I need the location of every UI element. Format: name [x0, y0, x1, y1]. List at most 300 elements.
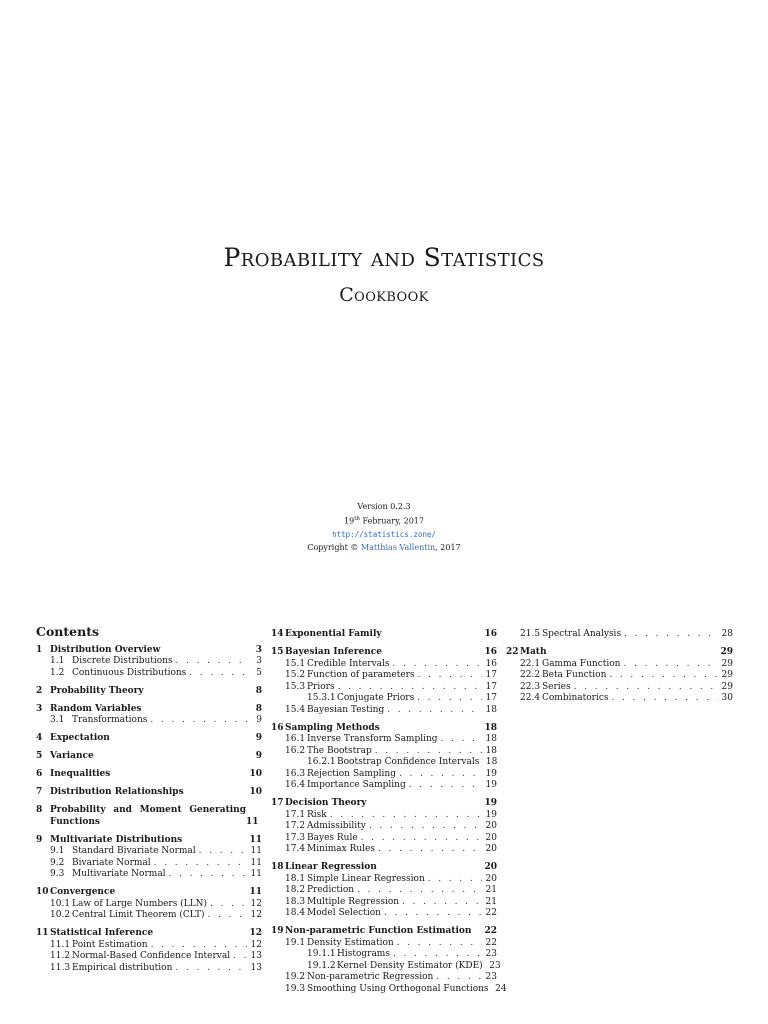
toc-section: [36, 686, 262, 698]
subsection-number: 10.2: [50, 910, 71, 920]
page-number: 12: [250, 910, 262, 920]
subsection-number: 19.3: [285, 983, 306, 994]
toc-subentry[interactable]: [36, 940, 262, 952]
leader-dots: [361, 833, 482, 845]
toc-subentry[interactable]: [506, 693, 733, 705]
section-number: 7: [36, 787, 43, 797]
document-meta: [0, 500, 768, 554]
section-title: Inequalities: [50, 769, 111, 779]
page-number: 18: [485, 745, 497, 756]
leader-dots: [409, 780, 482, 792]
leader-dots: [609, 670, 718, 682]
section-number: 4: [36, 733, 43, 743]
subsection-number: 1.2: [50, 667, 65, 678]
toc-section: [36, 835, 262, 881]
page-number: 13: [250, 951, 262, 961]
page-number: 12: [250, 939, 262, 950]
page-number: 23: [485, 972, 497, 982]
subsection-number: 18.3: [285, 896, 306, 907]
toc-subentry[interactable]: [271, 821, 497, 833]
leader-dots: [417, 693, 482, 705]
subsection-number: 16.4: [285, 780, 306, 790]
toc-subentry[interactable]: [271, 960, 501, 973]
page-number: 28: [721, 629, 733, 639]
section-title: Expectation: [50, 733, 110, 743]
leader-dots: [151, 940, 247, 952]
subsection-title: Model Selection: [307, 908, 381, 918]
section-title: Statistical Inference: [50, 928, 154, 938]
toc-section: [36, 805, 262, 828]
toc-subentry[interactable]: [271, 705, 497, 717]
subsection-title: Bivariate Normal: [72, 857, 151, 868]
toc-subentry[interactable]: [271, 983, 507, 996]
leader-dots: [176, 656, 247, 668]
date-ordinal: th: [354, 516, 360, 522]
page-number: 20: [484, 862, 497, 872]
leader-dots: [402, 897, 482, 909]
toc-subentry[interactable]: [271, 938, 497, 950]
subsection-title: Conjugate Priors: [337, 693, 415, 703]
toc-entry[interactable]: [271, 629, 497, 641]
subsection-number: 9.1: [50, 846, 65, 856]
leader-dots: [612, 693, 718, 705]
subsection-title: Rejection Sampling: [307, 768, 396, 779]
toc-subentry[interactable]: [36, 858, 262, 870]
toc-subentry[interactable]: [36, 899, 262, 911]
leader-dots: [623, 659, 718, 671]
leader-dots: [393, 659, 482, 671]
section-title: Variance: [50, 751, 94, 761]
section-title: Probability and Moment Generating Functions: [50, 805, 246, 827]
subsection-number: 18.4: [285, 908, 306, 918]
section-number: 2: [36, 685, 43, 696]
subsection-title: Beta Function: [542, 670, 607, 680]
subsection-number: 17.2: [285, 821, 306, 831]
subsection-number: 11.1: [50, 939, 71, 950]
toc-section: [271, 723, 497, 792]
page-number: 12: [250, 898, 262, 909]
subsection-title: Standard Bivariate Normal: [72, 846, 196, 856]
page-number: 18: [485, 704, 497, 715]
subsection-title: Priors: [307, 681, 335, 692]
subsection-number: 15.2: [285, 670, 306, 680]
toc-subentry[interactable]: [271, 810, 497, 822]
leader-dots: [369, 821, 482, 833]
subsection-title: Prediction: [307, 885, 355, 895]
author-link[interactable]: Matthias Vallentin: [360, 542, 436, 552]
toc-entry[interactable]: [36, 733, 262, 745]
section-title: Random Variables: [50, 703, 142, 714]
subsection-title: Series: [542, 681, 571, 692]
subsection-number: 19.1.2: [307, 960, 336, 971]
toc-entry[interactable]: [36, 928, 262, 940]
toc-subentry[interactable]: [271, 682, 497, 694]
leader-dots: [624, 629, 718, 641]
page-number: 20: [485, 873, 497, 884]
subsection-title: Multivariate Normal: [72, 869, 166, 879]
section-number: 5: [36, 751, 43, 761]
subsection-number: 3.1: [50, 715, 65, 725]
section-number: 16: [271, 722, 284, 733]
toc-entry[interactable]: [271, 647, 497, 659]
contents-heading: Contents: [36, 624, 100, 639]
leader-dots: [175, 963, 247, 975]
section-number: 6: [36, 769, 43, 779]
page-number: 19: [485, 809, 497, 820]
section-title: Decision Theory: [285, 798, 367, 808]
subsection-title: Empirical distribution: [72, 962, 173, 973]
subsection-title: Bayes Rule: [307, 832, 358, 843]
subsection-number: 17.1: [285, 809, 306, 820]
subsection-title: Spectral Analysis: [542, 629, 622, 639]
section-title: Bayesian Inference: [285, 647, 382, 657]
toc-subentry[interactable]: [36, 715, 262, 727]
page-number: 8: [255, 685, 262, 696]
subsection-number: 16.3: [285, 768, 306, 779]
page-number: 5: [256, 667, 262, 678]
subsection-title: Risk: [307, 809, 327, 820]
page-number: 29: [720, 647, 733, 657]
page-number: 20: [485, 832, 497, 843]
section-number: 11: [36, 928, 49, 938]
subsection-number: 22.1: [520, 658, 541, 669]
leader-dots: [436, 972, 482, 984]
page-number: 21: [485, 896, 497, 907]
subsection-title: Function of parameters: [307, 670, 415, 680]
page-number: 18: [485, 734, 497, 744]
toc-entry[interactable]: [36, 686, 262, 698]
toc-section: [271, 926, 507, 995]
subsection-number: 15.1: [285, 658, 306, 669]
section-number: 8: [36, 805, 43, 815]
subsection-title: Density Estimation: [307, 937, 394, 948]
toc-subentry[interactable]: [271, 757, 497, 769]
page-number: 9: [255, 751, 262, 761]
toc-subentry[interactable]: [271, 949, 497, 961]
toc-section: [271, 647, 497, 716]
toc-section: [36, 733, 262, 745]
subsection-title: Normal-Based Confidence Interval: [72, 951, 231, 961]
section-number: 22: [506, 647, 519, 657]
page-number: 11: [250, 846, 262, 856]
subsection-number: 1.1: [50, 656, 65, 666]
section-title: Exponential Family: [285, 629, 382, 639]
page-number: 29: [721, 681, 733, 692]
subsection-number: 18.2: [285, 885, 306, 895]
page-number: 22: [485, 937, 497, 948]
toc-section: [271, 798, 497, 856]
subsection-title: Histograms: [337, 949, 390, 959]
page-number: 23: [489, 960, 501, 971]
section-title: Math: [520, 647, 547, 657]
copyright-prefix: Copyright: [307, 542, 351, 552]
page-number: 22: [484, 926, 497, 936]
toc-subentry[interactable]: [271, 908, 497, 920]
subsection-number: 22.3: [520, 681, 541, 692]
subsection-number: 18.1: [285, 873, 306, 884]
page-number: 19: [485, 768, 497, 779]
page-number: 10: [249, 769, 262, 779]
subsection-number: 21.5: [520, 629, 541, 639]
leader-dots: [418, 670, 482, 682]
leader-dots: [338, 682, 482, 694]
toc-section: [36, 704, 262, 727]
subsection-number: 9.2: [50, 857, 65, 868]
subsection-number: 19.2: [285, 972, 306, 982]
page-number: 11: [250, 869, 262, 879]
toc-entry[interactable]: [271, 798, 497, 810]
page-number: 13: [250, 962, 262, 973]
toc-entry[interactable]: [271, 926, 497, 938]
toc-entry[interactable]: [36, 645, 262, 657]
leader-dots: [330, 810, 482, 822]
subsection-title: Credible Intervals: [307, 658, 390, 669]
leader-dots: [208, 910, 248, 922]
page-number: 18: [485, 757, 498, 767]
leader-dots: [199, 846, 247, 858]
section-number: 17: [271, 798, 284, 808]
page-number: 16: [484, 647, 497, 657]
toc-subentry[interactable]: [36, 963, 262, 975]
subsection-title: Central Limit Theorem (CLT): [72, 910, 205, 920]
section-number: 15: [271, 647, 284, 657]
toc-subentry[interactable]: [271, 844, 497, 856]
page-number: 21: [485, 885, 497, 895]
subsection-title: Combinatorics: [542, 693, 609, 703]
page-number: 20: [485, 821, 497, 831]
section-title: Distribution Overview: [50, 644, 161, 655]
subsection-title: Law of Large Numbers (LLN): [72, 898, 208, 909]
toc-section: [271, 862, 497, 920]
subsection-number: 11.2: [50, 951, 71, 961]
section-title: Sampling Methods: [285, 722, 380, 733]
page-number: 23: [485, 949, 497, 959]
toc-subentry[interactable]: [271, 833, 497, 845]
date-text: [0, 513, 768, 528]
toc-subentry[interactable]: [271, 780, 497, 792]
toc-section: [36, 787, 262, 799]
leader-dots: [399, 769, 482, 781]
page-number: 16: [484, 629, 497, 639]
section-number: 3: [36, 703, 43, 714]
leader-dots: [154, 858, 247, 870]
page-number: 22: [485, 908, 497, 918]
toc-subentry[interactable]: [36, 846, 262, 858]
subsection-title: Transformations: [72, 715, 148, 725]
toc-section: [36, 928, 262, 974]
section-title: Probability Theory: [50, 685, 144, 696]
copyright-line: [0, 541, 768, 554]
toc-column-1: [36, 626, 262, 981]
page-number: 11: [250, 857, 262, 868]
leader-dots: [233, 951, 247, 963]
toc-subentry[interactable]: [36, 656, 262, 668]
toc-entry[interactable]: [271, 862, 497, 874]
toc-section: [36, 751, 262, 763]
leader-dots: [397, 938, 482, 950]
page-number: 3: [256, 656, 262, 666]
toc-entry[interactable]: [36, 704, 262, 716]
subsection-title: Importance Sampling: [307, 780, 406, 790]
toc-subentry[interactable]: [271, 874, 497, 886]
page-number: 8: [255, 703, 262, 714]
section-number: 14: [271, 629, 284, 639]
section-number: 19: [271, 926, 284, 936]
toc-section: [271, 629, 497, 641]
leader-dots: [387, 705, 482, 717]
document-subtitle: Cookbook: [339, 284, 429, 306]
page-number: 20: [485, 844, 497, 854]
toc-entry[interactable]: [36, 835, 262, 847]
subsection-number: 16.2.1: [307, 757, 336, 767]
subsection-title: Simple Linear Regression: [307, 873, 425, 884]
subsection-title: Bayesian Testing: [307, 704, 385, 715]
section-title: Distribution Relationships: [50, 787, 184, 797]
subsection-title: Smoothing Using Orthogonal Functions: [307, 983, 489, 994]
page-number: 11: [246, 816, 259, 827]
subsection-number: 10.1: [50, 898, 71, 909]
toc-section: [506, 647, 733, 705]
date-day: 19: [344, 516, 355, 526]
subsection-number: 22.2: [520, 670, 541, 680]
version-text: Version 0.2.3: [357, 502, 411, 511]
section-number: 1: [36, 644, 43, 655]
toc-subentry[interactable]: [271, 769, 497, 781]
page-number: 18: [484, 722, 497, 733]
subsection-number: 17.4: [285, 844, 306, 854]
section-number: 18: [271, 862, 284, 872]
subsection-title: Bootstrap Confidence Intervals: [337, 757, 480, 767]
date-month-year: February, 2017: [359, 516, 424, 526]
leader-dots: [384, 908, 482, 920]
subsection-number: 19.1: [285, 937, 306, 948]
toc-entry[interactable]: [36, 805, 262, 828]
subsection-number: 16.2: [285, 745, 306, 756]
subsection-number: 15.3: [285, 681, 306, 692]
section-number: 10: [36, 887, 49, 897]
page-number: 17: [485, 670, 497, 680]
toc-subentry[interactable]: [36, 869, 262, 881]
subsection-number: 22.4: [520, 693, 541, 703]
subsection-title: Non-parametric Regression: [307, 972, 434, 982]
toc-entry[interactable]: [506, 647, 733, 659]
toc-subentry[interactable]: [271, 693, 497, 705]
page-number: 3: [255, 644, 262, 655]
website-link[interactable]: http://statistics.zone/: [332, 529, 436, 539]
subsection-number: 9.3: [50, 869, 65, 879]
subsection-title: Point Estimation: [72, 939, 148, 950]
page-number: 24: [495, 983, 507, 994]
toc-subentry[interactable]: [506, 659, 733, 671]
toc-subentry[interactable]: [271, 972, 497, 984]
toc-entry[interactable]: [36, 751, 262, 763]
subsection-number: 19.1.1: [307, 949, 336, 959]
page-number: 11: [249, 834, 262, 845]
copyright-year: , 2017: [435, 542, 461, 552]
toc-subentry[interactable]: [271, 659, 497, 671]
document-title: Probability and Statistics: [223, 243, 545, 272]
leader-dots: [428, 874, 482, 886]
subsection-number: 15.4: [285, 704, 306, 715]
toc-subentry[interactable]: [271, 885, 497, 897]
subsection-title: Kernel Density Estimator (KDE): [337, 960, 483, 971]
toc-entry[interactable]: [36, 787, 262, 799]
section-title: Convergence: [50, 887, 116, 897]
subsection-number: 17.3: [285, 832, 306, 843]
toc-subentry[interactable]: [271, 897, 497, 909]
copyright-symbol: ©: [350, 542, 359, 552]
toc-subentry[interactable]: [271, 734, 497, 746]
section-title: Multivariate Distributions: [50, 834, 183, 845]
page-number: 30: [721, 693, 733, 703]
toc-section: [36, 769, 262, 781]
subsection-number: 11.3: [50, 962, 71, 973]
toc-section: [36, 887, 262, 922]
section-title: Linear Regression: [285, 862, 377, 872]
toc-entry[interactable]: [36, 769, 262, 781]
leader-dots: [357, 885, 482, 897]
toc-column-3: [506, 629, 733, 711]
subsection-title: Gamma Function: [542, 658, 621, 669]
toc-subentry[interactable]: [36, 910, 262, 922]
section-number: 9: [36, 834, 43, 845]
leader-dots: [441, 734, 482, 746]
page-number: 17: [485, 693, 497, 703]
page-number: 12: [249, 928, 262, 938]
page-number: 16: [485, 658, 497, 669]
subsection-number: 16.1: [285, 734, 306, 744]
page-number: 17: [485, 681, 497, 692]
subsection-title: Minimax Rules: [307, 844, 376, 854]
page-number: 10: [249, 787, 262, 797]
page-number: 19: [484, 798, 497, 808]
toc-subentry[interactable]: [36, 951, 262, 963]
toc-subentry[interactable]: [271, 746, 497, 758]
leader-dots: [169, 869, 247, 881]
leader-dots: [378, 844, 482, 856]
toc-subentry[interactable]: [271, 670, 497, 682]
toc-section: [506, 629, 733, 641]
toc-subentry[interactable]: [36, 668, 262, 680]
page-number: 19: [485, 780, 497, 790]
leader-dots: [210, 899, 247, 911]
toc-subentry[interactable]: [506, 629, 733, 641]
subsection-title: Admissibility: [307, 821, 366, 831]
page-number: 29: [721, 658, 733, 669]
page-number: 9: [256, 715, 262, 725]
subsection-title: Inverse Transform Sampling: [307, 734, 438, 744]
leader-dots: [393, 949, 482, 961]
page-number: 9: [255, 733, 262, 743]
toc-section: [36, 645, 262, 680]
page-number: 11: [249, 887, 262, 897]
page-number: 29: [721, 670, 733, 680]
toc-subentry[interactable]: [506, 670, 733, 682]
toc-entry[interactable]: [36, 887, 262, 899]
subsection-title: The Bootstrap: [307, 745, 372, 756]
subsection-title: Multiple Regression: [307, 896, 400, 907]
subsection-title: Discrete Distributions: [72, 656, 173, 666]
subsection-title: Continuous Distributions: [72, 667, 187, 678]
leader-dots: [150, 715, 247, 727]
subsection-number: 15.3.1: [307, 693, 336, 703]
toc-subentry[interactable]: [506, 682, 733, 694]
leader-dots: [574, 682, 718, 694]
leader-dots: [375, 746, 482, 758]
leader-dots: [189, 668, 247, 680]
toc-column-2: [271, 629, 507, 1002]
toc-entry[interactable]: [271, 723, 497, 735]
